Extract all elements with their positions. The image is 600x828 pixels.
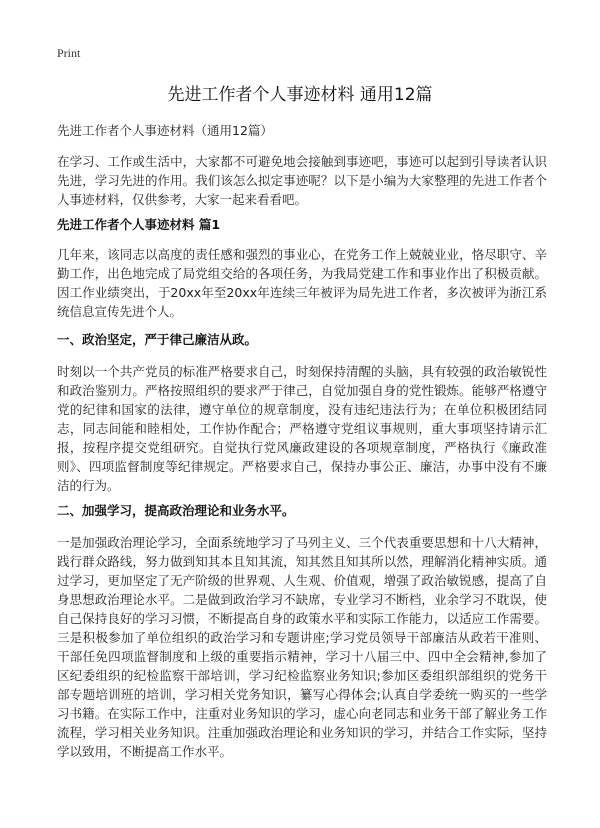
document-subtitle: 先进工作者个人事迹材料（通用12篇） [57, 123, 273, 138]
print-link[interactable]: Print [57, 46, 81, 60]
point-heading: 二、加强学习，提高政治理论和业务水平。 [57, 503, 295, 518]
section-paragraph: 几年来，该同志以高度的责任感和强烈的事业心，在党务工作上兢兢业业，恪尽职守、辛勤工作，出色地完成了局党组交给的各项任务，为我局党建工作和事业作出了积极贡献。因工作业绩突出，于20xx年至20xx年连续三年被评为局先进工作者，多次被评为浙江系统信息宣传先进个人。 [57, 247, 547, 319]
document-title: 先进工作者个人事迹材料 通用12篇 [167, 85, 433, 105]
point-paragraph: 一是加强政治理论学习，全面系统地学习了马列主义、三个代表重要思想和十八大精神，践行群众路线，努力做到知其本且知其流，知其然且知其所以然，理解消化精神实质。通过学习，更加坚定了无产阶级的世界观、人生观、价值观，增强了政治敏锐感，提高了自身思想政治理论水平。二是做到政治学习不缺席，专业学习不断档，业余学习不耽误，使自己保持良好的学习习惯，不断提高自身的政策水平和实际工作能力，以适应工作需要。三是积极参加了单位组织的政治学习和专题讲座;学习党员领导干部廉洁从政若干准则、干部任免四项监督制度和上级的重要指示精神，学习十八届三中、四中全会精神,参加了区纪委组织的纪检监察干部培训，学习纪检监察业务知识;参加区委组织部组织的党务干部专题培训班的培训，学习相关党务知识，纂写心得体会;认真自学委统一购买的一些学习书籍。在实际工作中，注重对业务知识的学习，虚心向老同志和业务干部了解业务工作流程，学习相关业务知识。注重加强政治理论和业务知识的学习，并结合工作实际，坚持学以致用，不断提高工作水平。 [57, 535, 547, 759]
section-heading: 先进工作者个人事迹材料 篇1 [57, 217, 221, 232]
point-paragraph: 时刻以一个共产党员的标准严格要求自己，时刻保持清醒的头脑，具有较强的政治敏锐性和政治鉴别力。严格按照组织的要求严于律己，自觉加强自身的党性锻炼。能够严格遵守党的纪律和国家的法律，遵守单位的规章制度，没有违纪违法行为；在单位积极团结同志，同志间能和睦相处，工作协作配合；严格遵守党组议事规则，重大事项坚持请示汇报，按程序提交党组研究。自觉执行党风廉政建设的各项规章制度，严格执行《廉政准则》、四项监督制度等纪律规定。严格要求自己，保持办事公正、廉洁，办事中没有不廉洁的行为。 [57, 364, 547, 493]
point-heading: 一、政治坚定，严于律己廉洁从政。 [57, 332, 258, 347]
intro-paragraph: 在学习、工作或生活中，大家都不可避免地会接触到事迹吧，事迹可以起到引导读者认识先进，学习先进的作用。我们该怎么拟定事迹呢？以下是小编为大家整理的先进工作者个人事迹材料，仅供参考，大家一起来看看吧。 [57, 154, 547, 207]
